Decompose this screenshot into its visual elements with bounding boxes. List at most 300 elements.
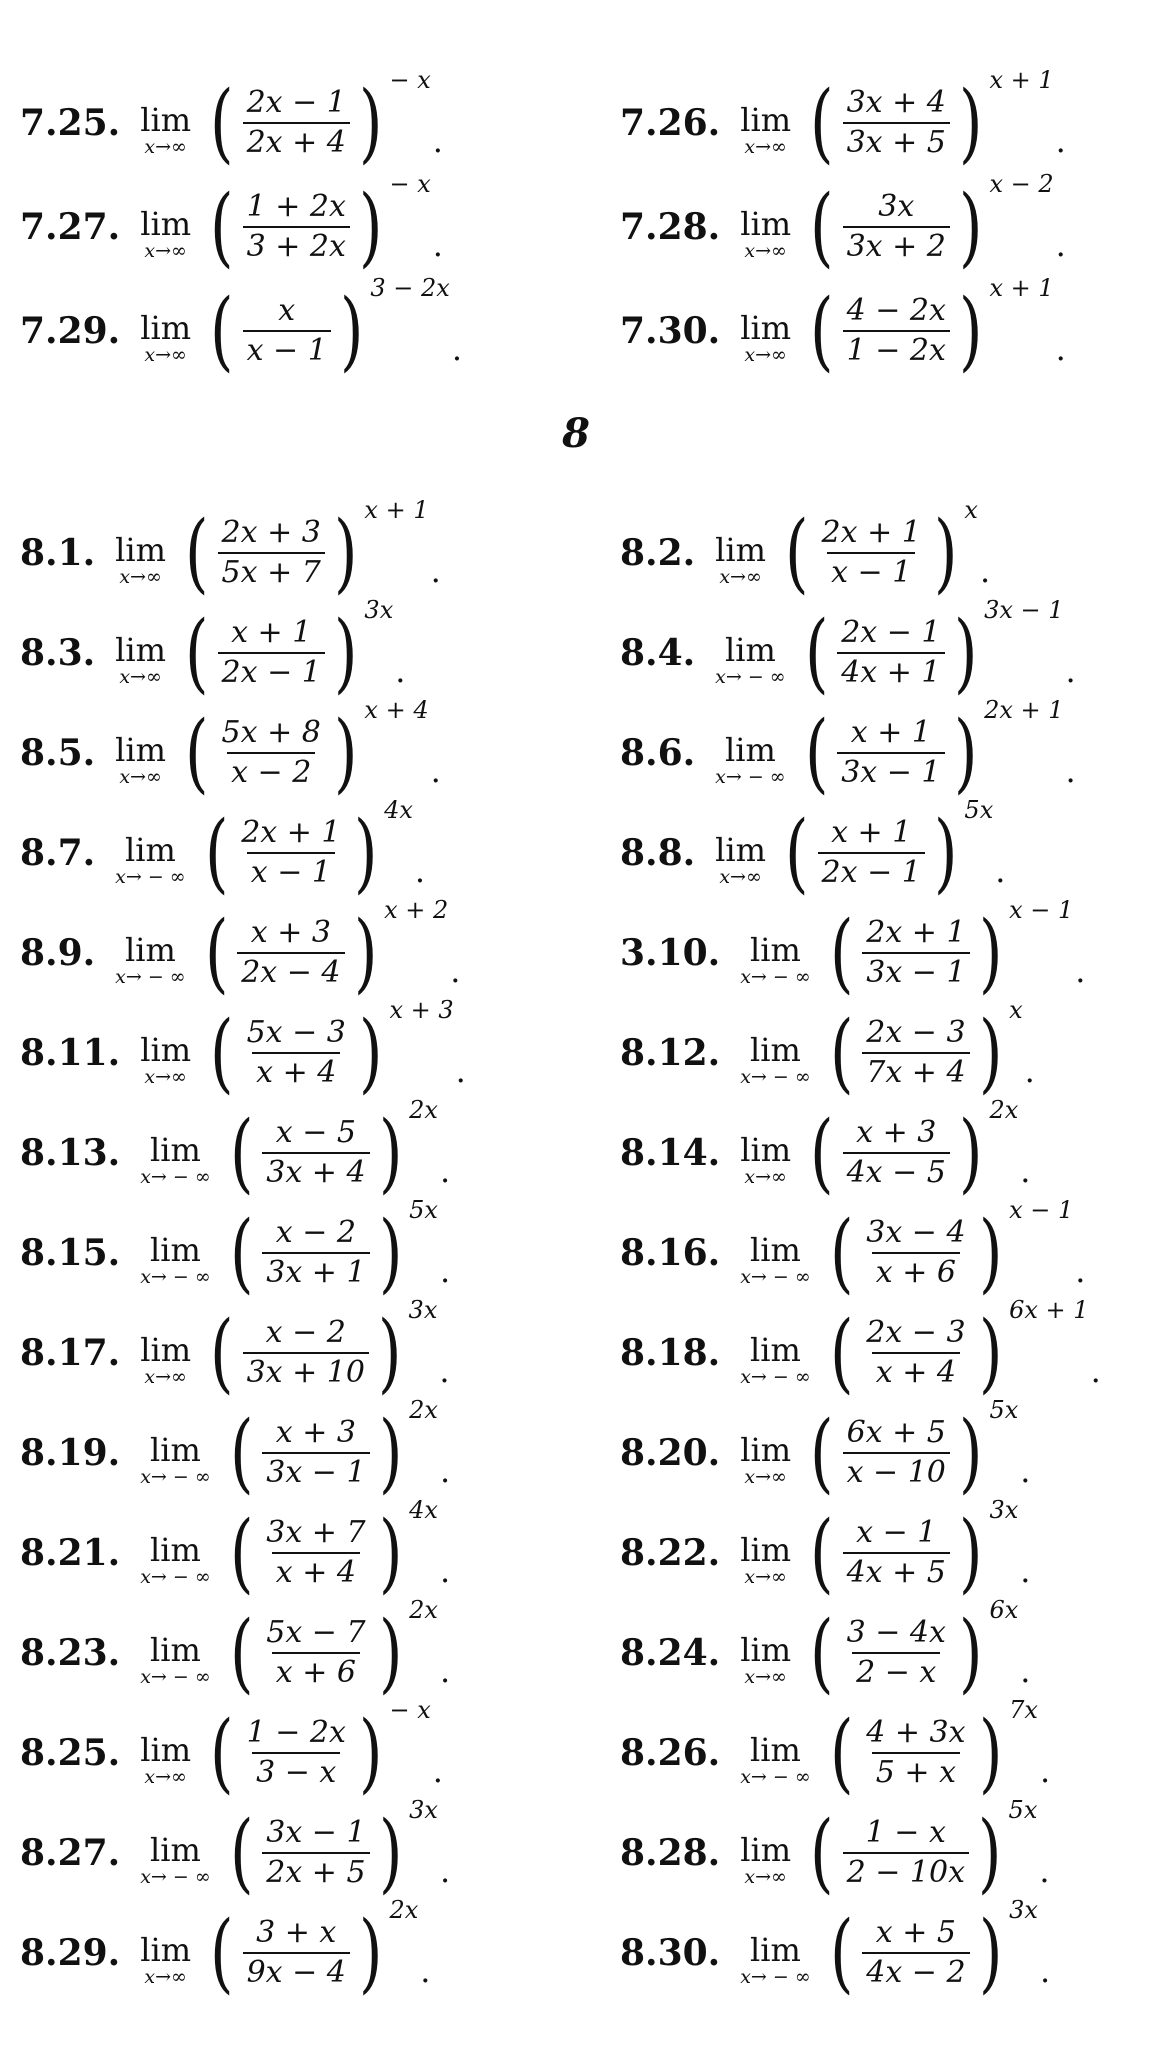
exponent: 3x	[364, 596, 394, 624]
right-paren: )	[953, 703, 978, 803]
numerator: 2x + 1	[241, 815, 341, 850]
numerator: 6x + 5	[846, 1415, 946, 1450]
denominator: x − 1	[243, 330, 331, 370]
problem-cell	[20, 258, 560, 381]
problem-number: 8.3.	[20, 632, 96, 674]
period: .	[451, 330, 462, 368]
right-paren: )	[978, 1003, 1003, 1103]
numerator: 5x + 8	[221, 715, 321, 750]
problem-cell	[560, 1280, 1132, 1403]
problem-number: 8.1.	[20, 532, 96, 574]
exponent: 3x	[409, 1796, 438, 1824]
numerator: 3 − 4x	[846, 1615, 946, 1650]
limit-subscript: x→∞	[719, 566, 762, 588]
left-paren: (	[810, 281, 834, 381]
right-paren: )	[378, 1203, 403, 1303]
limit-subscript: x→ − ∞	[140, 1266, 211, 1288]
right-paren: )	[358, 1003, 383, 1103]
left-paren: (	[829, 903, 854, 1003]
numerator: 3x + 4	[846, 85, 946, 120]
numerator: 2x − 1	[246, 85, 346, 120]
lim-word: lim	[150, 1631, 201, 1669]
exponent: 3x	[408, 1296, 438, 1324]
right-paren: )	[378, 1403, 403, 1503]
right-paren: )	[933, 503, 958, 603]
exponent: 5x	[409, 1196, 438, 1224]
period: .	[1024, 1052, 1035, 1090]
problem-cell	[20, 50, 560, 173]
left-paren: (	[229, 1203, 254, 1303]
problem-cell	[560, 1880, 1132, 2003]
problem-cell	[560, 50, 1132, 173]
limit-subscript: x→ − ∞	[740, 1966, 811, 1988]
exponent: 4x	[409, 1496, 438, 1524]
left-paren: (	[229, 1103, 254, 1203]
exponent: 2x	[389, 1896, 419, 1924]
problem-cell	[560, 1780, 1132, 1903]
lim-word: lim	[750, 931, 801, 969]
problem-cell	[20, 154, 560, 277]
period: .	[439, 1352, 450, 1390]
denominator: 2x + 5	[262, 1852, 369, 1892]
left-paren: (	[229, 1403, 254, 1503]
numerator: 5x − 3	[246, 1015, 346, 1050]
right-paren: )	[378, 1503, 403, 1603]
numerator: 3 + x	[256, 1915, 337, 1950]
problem-cell	[560, 580, 1132, 703]
limit-subscript: x→∞	[744, 1866, 787, 1888]
exponent: x	[964, 496, 978, 524]
exponent: x + 1	[989, 66, 1054, 94]
lim-word: lim	[125, 931, 176, 969]
left-paren: (	[229, 1603, 254, 1703]
denominator: 3x + 4	[262, 1152, 369, 1192]
fraction	[839, 84, 954, 162]
numerator: 2x + 1	[866, 915, 966, 950]
numerator: x + 1	[850, 715, 931, 750]
problem-number: 8.7.	[20, 832, 96, 874]
left-paren: (	[185, 603, 209, 703]
problem-number: 8.5.	[20, 732, 96, 774]
denominator: 2 − x	[852, 1652, 940, 1692]
left-paren: (	[210, 1003, 234, 1103]
right-paren: )	[958, 281, 983, 381]
limit-subscript: x→∞	[744, 240, 787, 262]
lim-word: lim	[725, 731, 776, 769]
period: .	[1055, 330, 1066, 368]
numerator: x − 5	[275, 1115, 357, 1150]
right-paren: )	[978, 1703, 1003, 1803]
exponent: x + 2	[384, 896, 449, 924]
right-paren: )	[358, 1703, 383, 1803]
denominator: 3 − x	[252, 1752, 340, 1792]
right-paren: )	[958, 1403, 983, 1503]
limit-subscript: x→∞	[744, 344, 787, 366]
period: .	[1065, 652, 1076, 690]
period: .	[1020, 1452, 1031, 1490]
left-paren: (	[210, 1903, 234, 2003]
problem-cell	[20, 1280, 560, 1403]
numerator: x + 5	[875, 1915, 957, 1950]
problem-number: 7.26.	[620, 102, 721, 144]
lim-word: lim	[750, 1331, 801, 1369]
fraction	[858, 1914, 973, 1992]
denominator: 3x + 1	[262, 1252, 369, 1292]
period: .	[1020, 1552, 1031, 1590]
problem-cell	[560, 880, 1132, 1003]
exponent: 5x	[964, 796, 994, 824]
problem-number: 8.18.	[620, 1332, 721, 1374]
denominator: 3x + 2	[843, 226, 950, 266]
right-paren: )	[358, 73, 383, 173]
problem-number: 8.22.	[620, 1532, 721, 1574]
left-paren: (	[785, 803, 809, 903]
right-paren: )	[358, 1903, 383, 2003]
problem-number: 7.29.	[20, 310, 121, 352]
limit-subscript: x→∞	[144, 136, 187, 158]
denominator: 3x − 1	[262, 1452, 369, 1492]
period: .	[439, 1652, 451, 1690]
numerator: 3x − 4	[866, 1215, 966, 1250]
period: .	[432, 1752, 443, 1790]
problem-cell	[20, 980, 560, 1103]
problem-cell	[20, 880, 560, 1003]
lim-word: lim	[750, 1231, 801, 1269]
problem-number: 8.29.	[20, 1932, 121, 1974]
limit-operator	[140, 309, 192, 366]
fraction	[239, 84, 354, 162]
exponent: x	[1009, 996, 1023, 1024]
left-paren: (	[810, 1803, 834, 1903]
limit-subscript: x→ − ∞	[140, 1566, 211, 1588]
exponent: x + 1	[989, 274, 1054, 302]
problem-cell	[560, 1480, 1132, 1603]
denominator: 5 + x	[872, 1752, 960, 1792]
left-paren: (	[185, 503, 209, 603]
problem	[620, 274, 1066, 381]
lim-word: lim	[740, 1131, 792, 1169]
lim-word: lim	[115, 731, 166, 769]
limit-subscript: x→ − ∞	[140, 1666, 211, 1688]
numerator: 5x − 7	[266, 1615, 366, 1650]
period: .	[439, 1452, 451, 1490]
section-8-problems	[20, 480, 1132, 2003]
period: .	[979, 552, 991, 590]
problem-number: 8.28.	[620, 1832, 721, 1874]
limit-expression	[805, 274, 1066, 381]
left-paren: (	[785, 503, 809, 603]
limit-subscript: x→∞	[744, 1466, 787, 1488]
left-paren: (	[810, 1603, 834, 1703]
left-paren: (	[204, 803, 229, 903]
denominator: 3x − 1	[837, 752, 944, 792]
lim-word: lim	[740, 1431, 792, 1469]
limit-operator	[740, 205, 792, 262]
problem-number: 8.12.	[620, 1032, 721, 1074]
right-paren: )	[978, 1303, 1003, 1403]
denominator: 1 − 2x	[843, 330, 950, 370]
exponent: 3x	[989, 1496, 1019, 1524]
right-paren: )	[339, 281, 364, 381]
left-paren: (	[204, 903, 229, 1003]
left-paren: (	[810, 1103, 834, 1203]
period: .	[1039, 1852, 1050, 1890]
lim-word: lim	[140, 101, 192, 139]
denominator: 3x + 10	[243, 1352, 369, 1392]
numerator: 1 + 2x	[246, 189, 346, 224]
numerator: 1 − x	[865, 1815, 946, 1850]
left-paren: (	[829, 1303, 854, 1403]
problem-number: 8.25.	[20, 1732, 121, 1774]
exponent: − x	[389, 66, 431, 94]
right-paren: )	[958, 1503, 983, 1603]
numerator: 3x	[878, 189, 915, 224]
denominator: 3x − 1	[862, 952, 969, 992]
denominator: x + 4	[872, 1352, 960, 1392]
left-paren: (	[810, 1403, 834, 1503]
left-paren: (	[829, 1703, 854, 1803]
lim-word: lim	[750, 1931, 801, 1969]
denominator: 2x − 4	[237, 952, 344, 992]
left-paren: (	[810, 1503, 834, 1603]
left-paren: (	[810, 177, 834, 277]
problem-cell	[560, 154, 1132, 277]
denominator: 2 − 10x	[843, 1852, 969, 1892]
limit-subscript: x→∞	[144, 1366, 187, 1388]
lim-word: lim	[140, 309, 192, 347]
problem-cell	[560, 680, 1132, 803]
denominator: x + 6	[872, 1252, 960, 1292]
limit-subscript: x→ − ∞	[740, 1366, 811, 1388]
lim-word: lim	[740, 101, 792, 139]
numerator: 2x − 3	[866, 1015, 966, 1050]
limit-subscript: x→∞	[144, 1766, 187, 1788]
denominator: 2x − 1	[818, 852, 925, 892]
right-paren: )	[978, 1203, 1003, 1303]
right-paren: )	[958, 1103, 983, 1203]
section-heading: 8	[562, 410, 590, 457]
limit-subscript: x→ − ∞	[140, 1466, 211, 1488]
left-paren: (	[810, 73, 834, 173]
lim-word: lim	[140, 1331, 192, 1369]
exponent: 5x	[989, 1396, 1019, 1424]
limit-subscript: x→∞	[744, 1166, 787, 1188]
problem-number: 8.24.	[620, 1632, 721, 1674]
denominator: x − 1	[247, 852, 335, 892]
period: .	[439, 1852, 451, 1890]
period: .	[1039, 1952, 1051, 1990]
numerator: x − 2	[275, 1215, 357, 1250]
numerator: x + 3	[275, 1415, 357, 1450]
lim-word: lim	[150, 1831, 201, 1869]
problem	[20, 274, 462, 381]
lim-word: lim	[140, 1031, 192, 1069]
problem-cell	[560, 1680, 1132, 1803]
exponent: 6x	[989, 1596, 1019, 1624]
problem-number: 8.4.	[620, 632, 696, 674]
problem-number: 8.20.	[620, 1432, 721, 1474]
limit-subscript: x→∞	[744, 136, 787, 158]
problem-cell	[20, 1180, 560, 1303]
period: .	[1055, 122, 1066, 160]
problem-number: 8.15.	[20, 1232, 121, 1274]
denominator: 4x + 1	[837, 652, 944, 692]
lim-word: lim	[750, 1031, 801, 1069]
period: .	[420, 1952, 431, 1990]
right-paren: )	[378, 1103, 403, 1203]
left-paren: (	[829, 1903, 854, 2003]
problem-cell	[560, 258, 1132, 381]
left-paren: (	[804, 603, 829, 703]
right-paren: )	[333, 503, 358, 603]
period: .	[455, 1052, 466, 1090]
problem-cell	[20, 1080, 560, 1203]
period: .	[430, 552, 441, 590]
lim-word: lim	[115, 631, 166, 669]
limit-operator	[740, 1931, 811, 1988]
period: .	[1065, 752, 1076, 790]
limit-operator	[140, 1931, 192, 1988]
exponent: x − 1	[1009, 896, 1074, 924]
limit-expression	[205, 1896, 431, 2003]
problem-number: 8.16.	[620, 1232, 721, 1274]
period: .	[430, 752, 441, 790]
numerator: 4 + 3x	[866, 1715, 966, 1750]
denominator: 5x + 7	[218, 552, 325, 592]
exponent: x − 1	[1009, 1196, 1074, 1224]
denominator: 4x + 5	[843, 1552, 950, 1592]
period: .	[1020, 1152, 1031, 1190]
problem-cell	[560, 1380, 1132, 1503]
lim-word: lim	[150, 1131, 201, 1169]
problem-cell	[560, 1180, 1132, 1303]
right-paren: )	[378, 1803, 403, 1903]
period: .	[439, 1252, 451, 1290]
exponent: 3 − 2x	[370, 274, 450, 302]
limit-subscript: x→ − ∞	[715, 666, 786, 688]
numerator: x + 3	[856, 1115, 937, 1150]
exponent: 5x	[1008, 1796, 1038, 1824]
period: .	[414, 852, 426, 890]
denominator: 9x − 4	[243, 1952, 350, 1992]
limit-subscript: x→ − ∞	[715, 766, 786, 788]
right-paren: )	[933, 803, 958, 903]
problem-cell	[20, 1780, 560, 1903]
fraction	[239, 1914, 354, 1992]
right-paren: )	[958, 73, 983, 173]
denominator: x + 4	[252, 1052, 340, 1092]
problem-number: 8.2.	[620, 532, 696, 574]
left-paren: (	[829, 1003, 854, 1103]
period: .	[1039, 1752, 1051, 1790]
problem-cell	[20, 1580, 560, 1703]
left-paren: (	[210, 281, 234, 381]
right-paren: )	[353, 903, 378, 1003]
limit-subscript: x→ − ∞	[140, 1866, 211, 1888]
numerator: x	[278, 293, 296, 328]
lim-word: lim	[740, 1531, 792, 1569]
problem-number: 8.30.	[620, 1932, 721, 1974]
lim-word: lim	[150, 1231, 201, 1269]
numerator: 1 − 2x	[246, 1715, 346, 1750]
denominator: 4x − 2	[862, 1952, 969, 1992]
lim-word: lim	[715, 831, 766, 869]
lim-word: lim	[750, 1731, 801, 1769]
lim-word: lim	[140, 205, 192, 243]
denominator: 4x − 5	[843, 1152, 950, 1192]
left-paren: (	[229, 1803, 254, 1903]
problem-number: 8.6.	[620, 732, 696, 774]
limit-operator	[740, 309, 792, 366]
problem-cell	[20, 1480, 560, 1603]
problem-cell	[20, 480, 560, 603]
period: .	[1055, 226, 1066, 264]
problem-cell	[20, 780, 560, 903]
problem-cell	[560, 780, 1132, 903]
exponent: x + 4	[364, 696, 429, 724]
period: .	[432, 122, 443, 160]
lim-word: lim	[740, 1831, 792, 1869]
limit-subscript: x→ − ∞	[740, 1266, 811, 1288]
limit-subscript: x→∞	[144, 1966, 187, 1988]
denominator: x − 10	[843, 1452, 950, 1492]
problem-cell	[560, 1580, 1132, 1703]
limit-subscript: x→∞	[144, 240, 187, 262]
limit-subscript: x→∞	[119, 766, 162, 788]
left-paren: (	[185, 703, 209, 803]
problem-cell	[560, 980, 1132, 1103]
right-paren: )	[378, 1603, 403, 1703]
denominator: x + 6	[272, 1652, 360, 1692]
right-paren: )	[353, 803, 378, 903]
numerator: 2x + 1	[821, 515, 921, 550]
problem-number: 8.17.	[20, 1332, 121, 1374]
problem-cell	[560, 480, 1132, 603]
period: .	[450, 952, 461, 990]
problem-number: 8.9.	[20, 932, 96, 974]
period: .	[1075, 952, 1086, 990]
lim-word: lim	[740, 1631, 792, 1669]
problem-cell	[20, 1680, 560, 1803]
left-paren: (	[229, 1503, 254, 1603]
period: .	[1075, 1252, 1086, 1290]
lim-word: lim	[150, 1531, 201, 1569]
problem-number: 7.27.	[20, 206, 121, 248]
right-paren: )	[958, 177, 983, 277]
period: .	[995, 852, 1006, 890]
exponent: 7x	[1009, 1696, 1038, 1724]
problem-number: 8.19.	[20, 1432, 121, 1474]
denominator: x − 2	[227, 752, 315, 792]
problem-number: 3.10.	[620, 932, 721, 974]
problem-number: 8.21.	[20, 1532, 121, 1574]
limit-operator	[140, 101, 192, 158]
exponent: − x	[389, 1696, 431, 1724]
lim-word: lim	[115, 531, 166, 569]
right-paren: )	[978, 903, 1003, 1003]
right-paren: )	[358, 177, 383, 277]
problem-number: 8.11.	[20, 1032, 121, 1074]
problem-number: 8.8.	[620, 832, 696, 874]
exponent: 6x + 1	[1009, 1296, 1089, 1324]
denominator: 7x + 4	[862, 1052, 969, 1092]
limit-subscript: x→ − ∞	[740, 1066, 811, 1088]
right-paren: )	[333, 703, 358, 803]
problem-cell	[560, 1080, 1132, 1203]
problem-number: 8.13.	[20, 1132, 121, 1174]
lim-word: lim	[715, 531, 766, 569]
left-paren: (	[210, 73, 234, 173]
